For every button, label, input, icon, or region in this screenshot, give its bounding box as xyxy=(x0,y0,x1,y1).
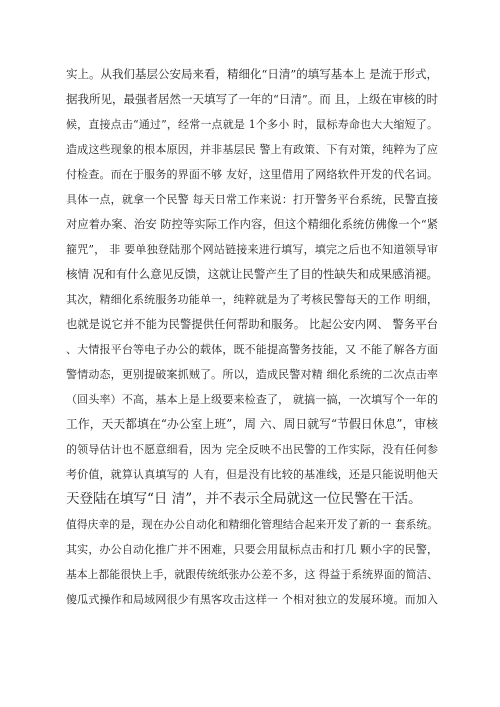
text-line: 据我所见，最强者居然一天填写了一年的“日清”。而 且，上级在审核的时 xyxy=(66,92,438,106)
text-line: 基本上都能很快上手，就跟传统纸张办公差不多，这 得益于系统界面的简洁、 xyxy=(66,568,438,581)
text-line: 核情 况和有什么意见反馈，这就让民警产生了目的性缺失和成果感消褪。 xyxy=(66,267,438,281)
text-line: 造成这些现象的根本原因，并非基层民 警上有政策、下有对策，纯粹为了应 xyxy=(66,143,438,156)
text-line: （回头率）不高，基本上是上级要来检查了， 就搞一搞，一次填写个一年的 xyxy=(66,393,438,406)
text-line: 、大情报平台等电子办公的载体，既不能提高警务技能，又 不能了解各方面 xyxy=(66,343,438,356)
text-line: 傻瓜式操作和局域网很少有黑客攻击这样一 个相对独立的发展环境。而加入 xyxy=(66,593,438,606)
text-line: 其实，办公自动化推广并不困难，只要会用鼠标点击和打几 颗小字的民警， xyxy=(66,543,438,556)
text-line: 具体一点，就拿一个民警 每天日常工作来说：打开警务平台系统，民警直接 xyxy=(66,193,438,206)
text-line: 其次，精细化系统服务功能单一，纯粹就是为了考核民警每天的工作 明细， xyxy=(66,293,438,306)
text-line: 对应着办案、治安 防控等实际工作内容，但这个精细化系统仿佛像一个“紧 xyxy=(66,218,438,231)
text-line: 天登陆在填写“日 清”，并不表示全局就这一位民警在干活。 xyxy=(66,491,422,507)
text-line: 付检查。而在于服务的界面不够 友好，这里借用了网络软件开发的代名词。 xyxy=(66,168,438,181)
text-line: 候，直接点击“通过”，经常一点就是 1个多小 时，鼠标寿命也大大缩短了。 xyxy=(66,118,438,131)
document-body xyxy=(66,62,438,612)
text-line: 警情动态，更别提破案抓贼了。所以，造成民警对精 细化系统的二次点击率 xyxy=(66,368,438,381)
text-line: 工作，天天都填在“办公室上班”，周 六、周日就写“节假日休息”，审核 xyxy=(66,417,438,431)
text-line: 考价值，就算认真填写的 人有，但是没有比较的基准线，还是只能说明他天 xyxy=(66,468,438,481)
text-line: 的领导估计也不愿意细看，因为 完全反映不出民警的工作实际，没有任何参 xyxy=(66,443,438,456)
text-line: 值得庆幸的是，现在办公自动化和精细化管理结合起来开发了新的一 套系统。 xyxy=(66,518,438,531)
text-line: 也就是说它并不能为民警提供任何帮助和服务。 比起公安内网、 警务平台 xyxy=(66,318,438,331)
text-line: 实上。从我们基层公安局来看，精细化“日清”的填写基本上 是流于形式， xyxy=(66,67,438,81)
text-line: 箍咒”， 非 要单独登陆那个网站链接来进行填写，填完之后也不知道领导审 xyxy=(66,243,438,256)
